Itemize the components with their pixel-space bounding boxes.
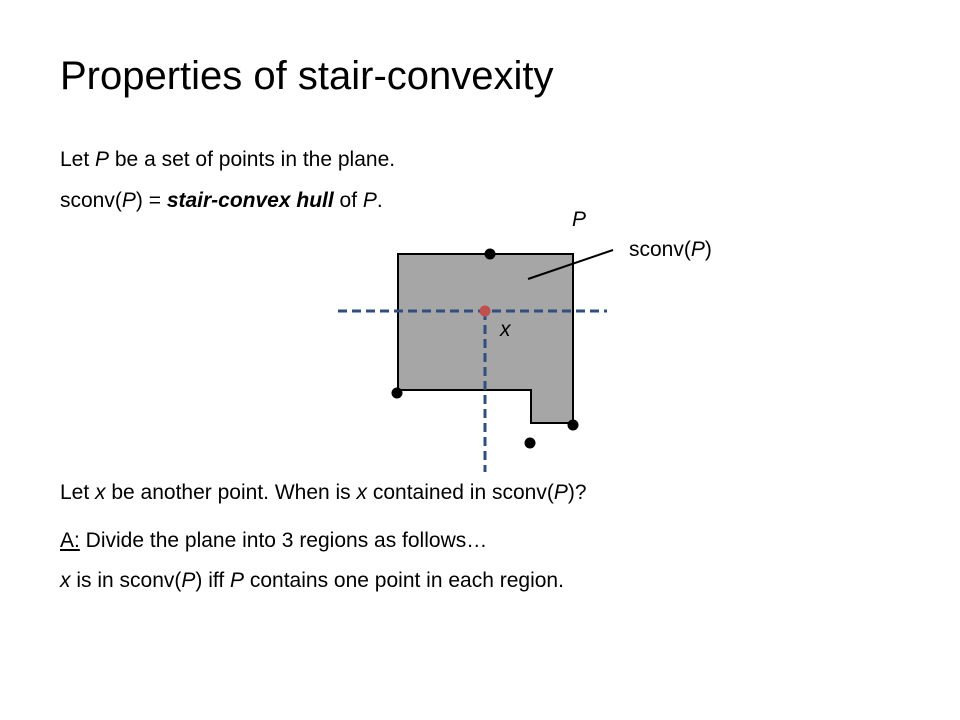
point-left (392, 388, 403, 399)
slide-title: Properties of stair-convexity (60, 54, 554, 98)
label-x: x (500, 318, 511, 341)
text-line-sconv: sconv(P) = stair-convex hull of P. (60, 189, 383, 212)
point-top (485, 249, 496, 260)
text-line-definition: Let P be a set of points in the plane. (60, 148, 396, 171)
point-bottom (525, 438, 536, 449)
label-P: P (572, 208, 587, 231)
query-point-x (480, 306, 491, 317)
text-line-answer: A: Divide the plane into 3 regions as follows… (60, 529, 488, 552)
text-line-question: Let x be another point. When is x contained in sconv(P)? (60, 481, 587, 504)
text-line-condition: x is in sconv(P) iff P contains one point in each region. (60, 569, 564, 592)
label-sconv-P: sconv(P) (629, 238, 712, 261)
point-right (568, 420, 579, 431)
